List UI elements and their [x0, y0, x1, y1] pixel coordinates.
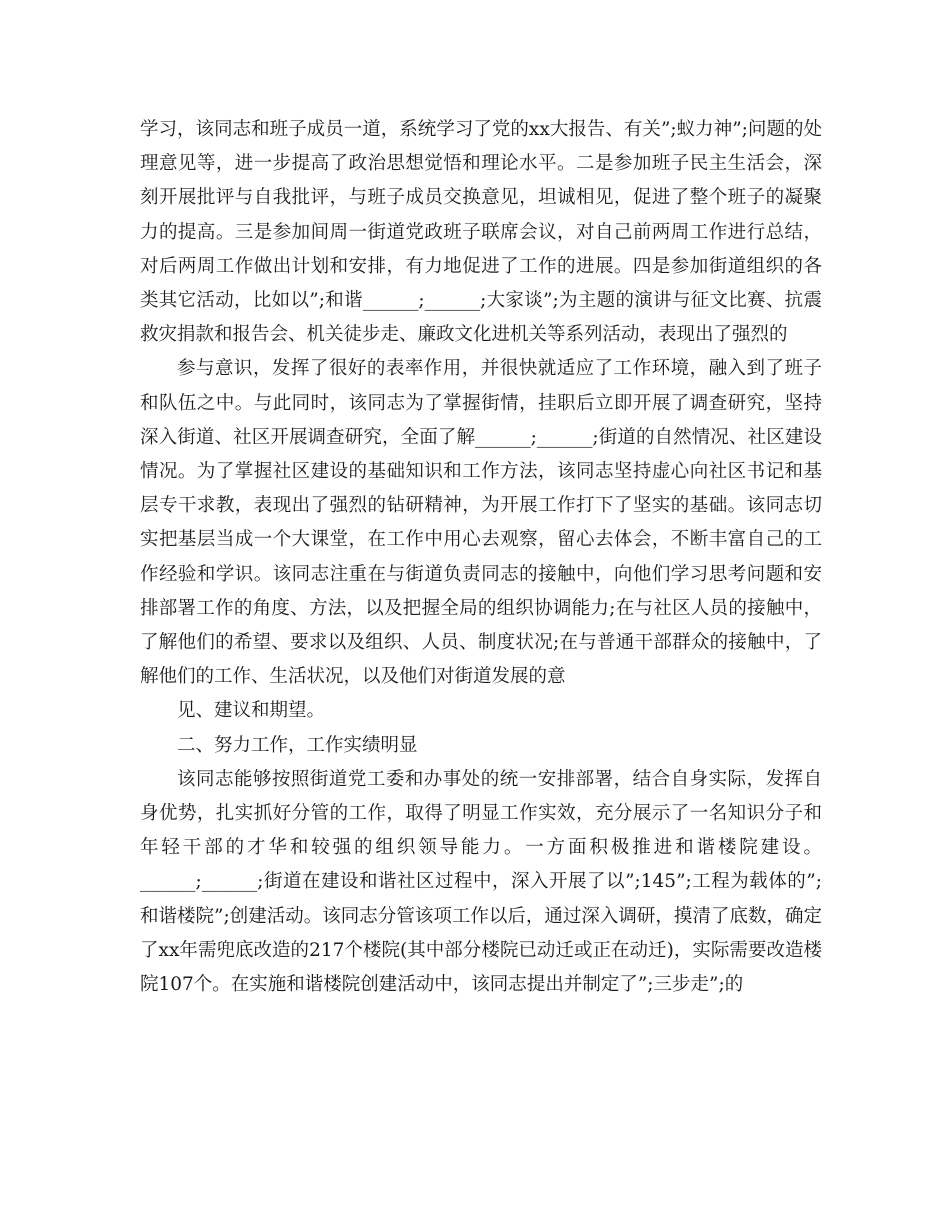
paragraph-1: 学习，该同志和班子成员一道，系统学习了党的xx大报告、有关”;蚁力神”;问题的处理意见等，进一步提高了政治思想觉悟和理论水平。二是参加班子民主生活会，深刻开展批评与自我批评，与班子成员交换意见，坦诚相见，促进了整个班子的凝聚力的提高。三是参加间周一街道党政班子联席会议，对自己前两周工作进行总结，对后两周工作做出计划和安排，有力地促进了工作的进展。四是参加街道组织的各类其它活动，比如以”;和谐______;______;大家谈”;为主题的演讲与征文比赛、抗震救灾捐款和报告会、机关徒步走、廉政文化进机关等系列活动，表现出了强烈的 — [140, 119, 822, 346]
paragraph-4: 该同志能够按照街道党工委和办事处的统一安排部署，结合自身实际，发挥自身优势，扎实抓好分管的工作，取得了明显工作实效，充分展示了一名知识分子和年轻干部的才华和较强的组织领导能力。一方面积极推进和谐楼院建设。______;______;街道在建设和谐社区过程中，深入开展了以”;145”;工程为载体的”;和谐楼院”;创建活动。该同志分管该项工作以后，通过深入调研，摸清了底数，确定了xx年需兜底改造的217个楼院(其中部分楼院已动迁或正在动迁)，实际需要改造楼院107个。在实施和谐楼院创建活动中，该同志提出并制定了”;三步走”;的 — [140, 768, 822, 996]
section-heading: 二、努力工作，工作实绩明显 — [177, 734, 418, 756]
paragraph-2: 参与意识，发挥了很好的表率作用，并很快就适应了工作环境，融入到了班子和队伍之中。与此同时，该同志为了掌握街情，挂职后立即开展了调查研究，坚持深入街道、社区开展调查研究，全面了解______;______;街道的自然情况、社区建设情况。为了掌握社区建设的基础知识和工作方法，该同志坚持虚心向社区书记和基层专干求教，表现出了强烈的钻研精神，为开展工作打下了坚实的基础。该同志切实把基层当成一个大课堂，在工作中用心去观察，留心去体会，不断丰富自己的工作经验和学识。该同志注重在与街道负责同志的接触中，向他们学习思考问题和安排部署工作的角度、方法，以及把握全局的组织协调能力;在与社区人员的接触中，了解他们的希望、要求以及组织、人员、制度状况;在与普通干部群众的接触中，了解他们的工作、生活状况，以及他们对街道发展的意 — [140, 358, 822, 688]
paragraph-3: 见、建议和期望。 — [177, 700, 326, 722]
